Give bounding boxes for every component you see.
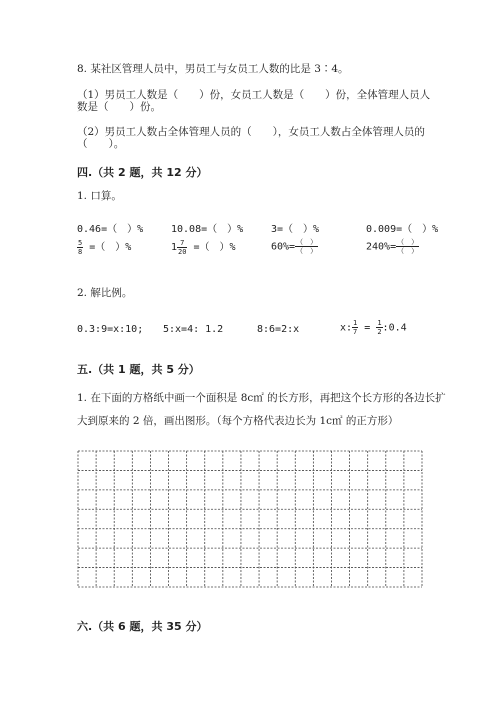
fraction: $\frac{5}{8}$ xyxy=(78,238,83,256)
section6-heading: 六.（共 6 题，共 35 分） xyxy=(77,620,208,633)
q8-sub1-cont: 数是（ ）份。 xyxy=(77,101,161,113)
calc-r2-c2: 1 $\frac{7}{20}$ =（ ）% xyxy=(171,238,236,256)
q8-sub1: （1）男员工人数是（ ）份，女员工人数是（ ）份，全体管理人员人 xyxy=(77,89,431,101)
fraction: $\frac{1}{7}$ xyxy=(353,319,358,336)
square-grid xyxy=(77,450,437,590)
proportion-1: 0.3:9=x:10; xyxy=(77,324,144,335)
proportion-4: x: $\frac{1}{7}$ = $\frac{1}{2}$ :0.4 xyxy=(340,319,407,336)
fraction: $\frac{( )}{( )}$ xyxy=(296,238,318,255)
section4-q1-title: 1. 口算。 xyxy=(77,190,122,202)
fraction: $\frac{( )}{( )}$ xyxy=(397,238,419,255)
q8-title: 8. 某社区管理人员中，男员工与女员工人数的比是 3∶4。 xyxy=(77,63,349,75)
calc-r1-c2: 10.08=（ ）% xyxy=(171,224,244,235)
section5-heading: 五.（共 1 题，共 5 分） xyxy=(77,363,200,376)
fraction: $\frac{1}{2}$ xyxy=(377,319,382,336)
section4-q2-title: 2. 解比例。 xyxy=(77,287,133,299)
q8-sub2-cont: （ ）。 xyxy=(77,138,125,150)
fraction: $\frac{7}{20}$ xyxy=(178,238,187,256)
calc-r1-c1: 0.46=（ ）% xyxy=(77,224,144,235)
calc-r2-c3: 60%= $\frac{( )}{( )}$ xyxy=(271,238,318,255)
proportion-3: 8:6=2:x xyxy=(257,324,300,335)
calc-r2-c1: $\frac{5}{8}$ =（ ）% xyxy=(78,238,132,256)
calc-r1-c3: 3=（ ）% xyxy=(271,224,320,235)
calc-r1-c4: 0.009=（ ）% xyxy=(366,224,439,235)
calc-r2-c4: 240%= $\frac{( )}{( )}$ xyxy=(366,238,419,255)
q8-sub2: （2）男员工人数占全体管理人员的（ ），女员工人数占全体管理人员的 xyxy=(77,126,425,138)
section4-heading: 四.（共 2 题，共 12 分） xyxy=(77,166,208,179)
proportion-2: 5:x=4: 1.2 xyxy=(163,324,224,335)
section5-q1-line2: 大到原来的 2 倍，画出图形。（每个方格代表边长为 1c㎡ 的正方形） xyxy=(77,415,399,427)
section5-q1-line1: 1. 在下面的方格纸中画一个面积是 8c㎡ 的长方形，再把这个长方形的各边长扩 xyxy=(77,392,446,404)
